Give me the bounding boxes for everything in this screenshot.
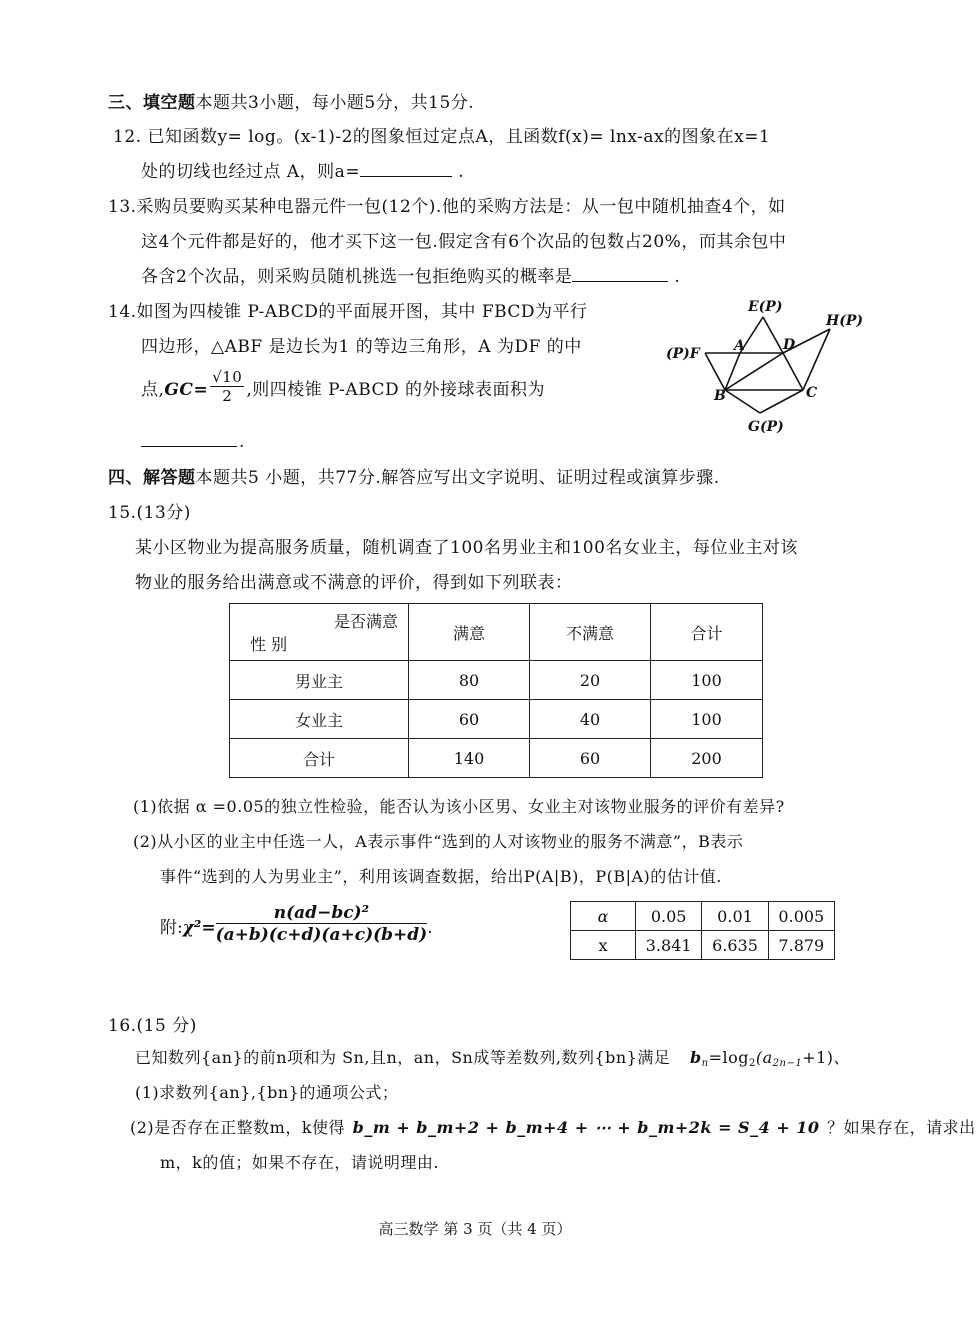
q14-line3-prefix: 点,	[141, 380, 165, 400]
q12-answer-blank	[360, 158, 452, 177]
section3-heading: 三、填空题	[108, 93, 196, 113]
edge-ED	[763, 317, 783, 353]
survey-header-total: 合计	[651, 604, 763, 661]
q16-part1: (1)求数列{an},{bn}的通项公式；	[135, 1083, 399, 1102]
formula-lhs: χ²=	[182, 918, 216, 938]
q15-intro1: 某小区物业为提高服务质量，随机调查了100名男业主和100名女业主，每位业主对该	[135, 538, 798, 558]
q16-line1	[135, 1045, 850, 1069]
cell: 60	[530, 739, 651, 778]
chi-square-formula	[160, 903, 433, 946]
section3-heading-line	[108, 88, 474, 113]
label-E: E(P)	[748, 299, 783, 315]
q13-line1: 13.采购员要购买某种电器元件一包(12个).他的采购方法是：从一包中随机抽查4个，如	[108, 197, 786, 217]
label-G: G(P)	[748, 419, 784, 435]
survey-header-satisfied: 满意	[409, 604, 530, 661]
q14-line3	[141, 368, 546, 416]
bn-sub: n	[701, 1058, 709, 1069]
q14-line4	[141, 428, 245, 452]
section3-desc: 本题共3小题，每小题5分，共15分.	[195, 93, 475, 113]
section4-desc: 本题共5 小题，共77分.解答应写出文字说明、证明过程或演算步骤.	[195, 468, 720, 488]
alpha-value: 0.01	[702, 902, 768, 931]
survey-table	[229, 603, 763, 778]
edge-HC	[803, 329, 830, 390]
alpha-value: 0.005	[768, 902, 834, 931]
cell: 40	[530, 700, 651, 739]
x-value: 3.841	[636, 931, 702, 960]
row-label: 合计	[230, 739, 409, 778]
bn-arg-sub: 2n−1	[772, 1058, 803, 1069]
label-H: H(P)	[826, 313, 864, 329]
q15-part1: (1)依据 α =0.05的独立性检验，能否认为该小区男、女业主对该物业服务的评价有差异?	[133, 797, 785, 816]
q16-part2-suffix: ？如果存在，请求出	[827, 1118, 976, 1137]
cell: 200	[651, 739, 763, 778]
edge-FB	[705, 353, 725, 390]
q13-line2: 这4个元件都是好的，他才买下这一包.假定含有6个次品的包数占20%，而其余包中	[141, 232, 787, 252]
label-A: A	[734, 338, 745, 354]
label-C: C	[806, 385, 818, 401]
q14-frac-num: √10	[212, 368, 243, 386]
critical-value-table	[570, 901, 835, 960]
table-row	[230, 661, 763, 700]
edge-BD	[725, 353, 783, 390]
q14-frac-den: 2	[222, 387, 233, 405]
survey-header-unsatisfied: 不满意	[530, 604, 651, 661]
q15-part2-line1: (2)从小区的业主中任选一人，A表示事件“选到的人对该物业的服务不满意”，B表示	[133, 832, 744, 851]
section4-heading: 四、解答题	[108, 468, 196, 488]
q16-part2-line1	[130, 1115, 976, 1138]
formula-fraction	[216, 903, 428, 946]
q14-line1: 14.如图为四棱锥 P-ABCD的平面展开图，其中 FBCD为平行	[108, 302, 588, 322]
formula-end: .	[427, 918, 433, 938]
bn-formula	[690, 1048, 850, 1067]
cell: 100	[651, 700, 763, 739]
x-value: 6.635	[702, 931, 768, 960]
x-value: 7.879	[768, 931, 834, 960]
pyramid-net-figure	[660, 295, 870, 440]
q12-end: .	[458, 162, 464, 182]
table-row	[230, 739, 763, 778]
q13-answer-blank	[572, 263, 668, 282]
q16-part2-sum: b_m + b_m+2 + b_m+4 + ⋯ + b_m+2k = S_4 + 10	[352, 1118, 820, 1137]
cell: 140	[409, 739, 530, 778]
label-D: D	[783, 337, 796, 353]
table-row	[571, 931, 835, 960]
q15-part2-line2: 事件“选到的人为男业主”，利用该调查数据，给出P(A|B)，P(B|A)的估计值.	[160, 867, 722, 886]
q13-line3	[141, 262, 680, 287]
q14-fraction	[210, 368, 244, 405]
appendix-label: 附:	[160, 918, 183, 938]
q16-line1-text: 已知数列{an}的前n项和为 Sn,且n，an，Sn成等差数列,数列{bn}满足	[135, 1048, 671, 1067]
survey-header-row	[230, 604, 763, 661]
label-F: (P)F	[666, 346, 700, 362]
bn-arg-end: +1)、	[802, 1048, 851, 1067]
table-row	[571, 902, 835, 931]
q13-end: .	[674, 267, 681, 287]
q15-number: 15.(13分)	[108, 503, 191, 523]
label-B: B	[714, 388, 726, 404]
q14-gc: GC=	[164, 380, 209, 400]
edge-GC	[760, 390, 803, 413]
q14-line2: 四边形，△ABF 是边长为1 的等边三角形，A 为DF 的中	[141, 337, 582, 357]
bn-symbol: b	[689, 1048, 702, 1067]
q14-end: .	[239, 432, 245, 452]
bn-arg: (a	[755, 1048, 773, 1067]
q13-line3-text: 各含2个次品，则采购员随机挑选一包拒绝购买的概率是	[141, 267, 573, 287]
q14-answer-blank	[141, 428, 237, 447]
survey-corner-bottom: 性 别	[250, 635, 288, 654]
bn-rhs: =log	[708, 1048, 749, 1067]
cell: 20	[530, 661, 651, 700]
cell: 60	[409, 700, 530, 739]
section4-heading-line	[108, 463, 720, 488]
page-footer: 高三数学 第 3 页（共 4 页）	[378, 1220, 572, 1238]
q12-line1: 12. 已知函数y= log。(x-1)-2的图象恒过定点A，且函数f(x)= lnx-ax的图象在x=1	[113, 127, 771, 147]
row-label: 女业主	[230, 700, 409, 739]
q16-part2-prefix: (2)是否存在正整数m，k使得	[130, 1118, 346, 1137]
q12-line2	[141, 157, 464, 182]
formula-numerator: n(ad−bc)²	[216, 903, 428, 924]
survey-corner-cell	[230, 604, 409, 661]
formula-denominator: (a+b)(c+d)(a+c)(b+d)	[215, 925, 428, 945]
x-label: x	[571, 931, 636, 960]
row-label: 男业主	[230, 661, 409, 700]
bn-log-base: 2	[749, 1058, 756, 1069]
q16-part2-line2: m，k的值；如果不存在，请说明理由.	[160, 1153, 439, 1172]
alpha-value: 0.05	[636, 902, 702, 931]
alpha-label: α	[571, 902, 636, 931]
table-row	[230, 700, 763, 739]
edge-DC	[783, 353, 803, 390]
edge-BG	[725, 390, 760, 413]
q16-number: 16.(15 分)	[108, 1016, 197, 1036]
q12-line2-text: 处的切线也经过点 A，则a=	[141, 162, 361, 182]
q15-intro2: 物业的服务给出满意或不满意的评价，得到如下列联表：	[135, 573, 573, 593]
survey-corner-top: 是否满意	[333, 612, 398, 631]
cell: 80	[409, 661, 530, 700]
cell: 100	[651, 661, 763, 700]
q14-line3-suffix: ,则四棱锥 P-ABCD 的外接球表面积为	[246, 380, 546, 400]
